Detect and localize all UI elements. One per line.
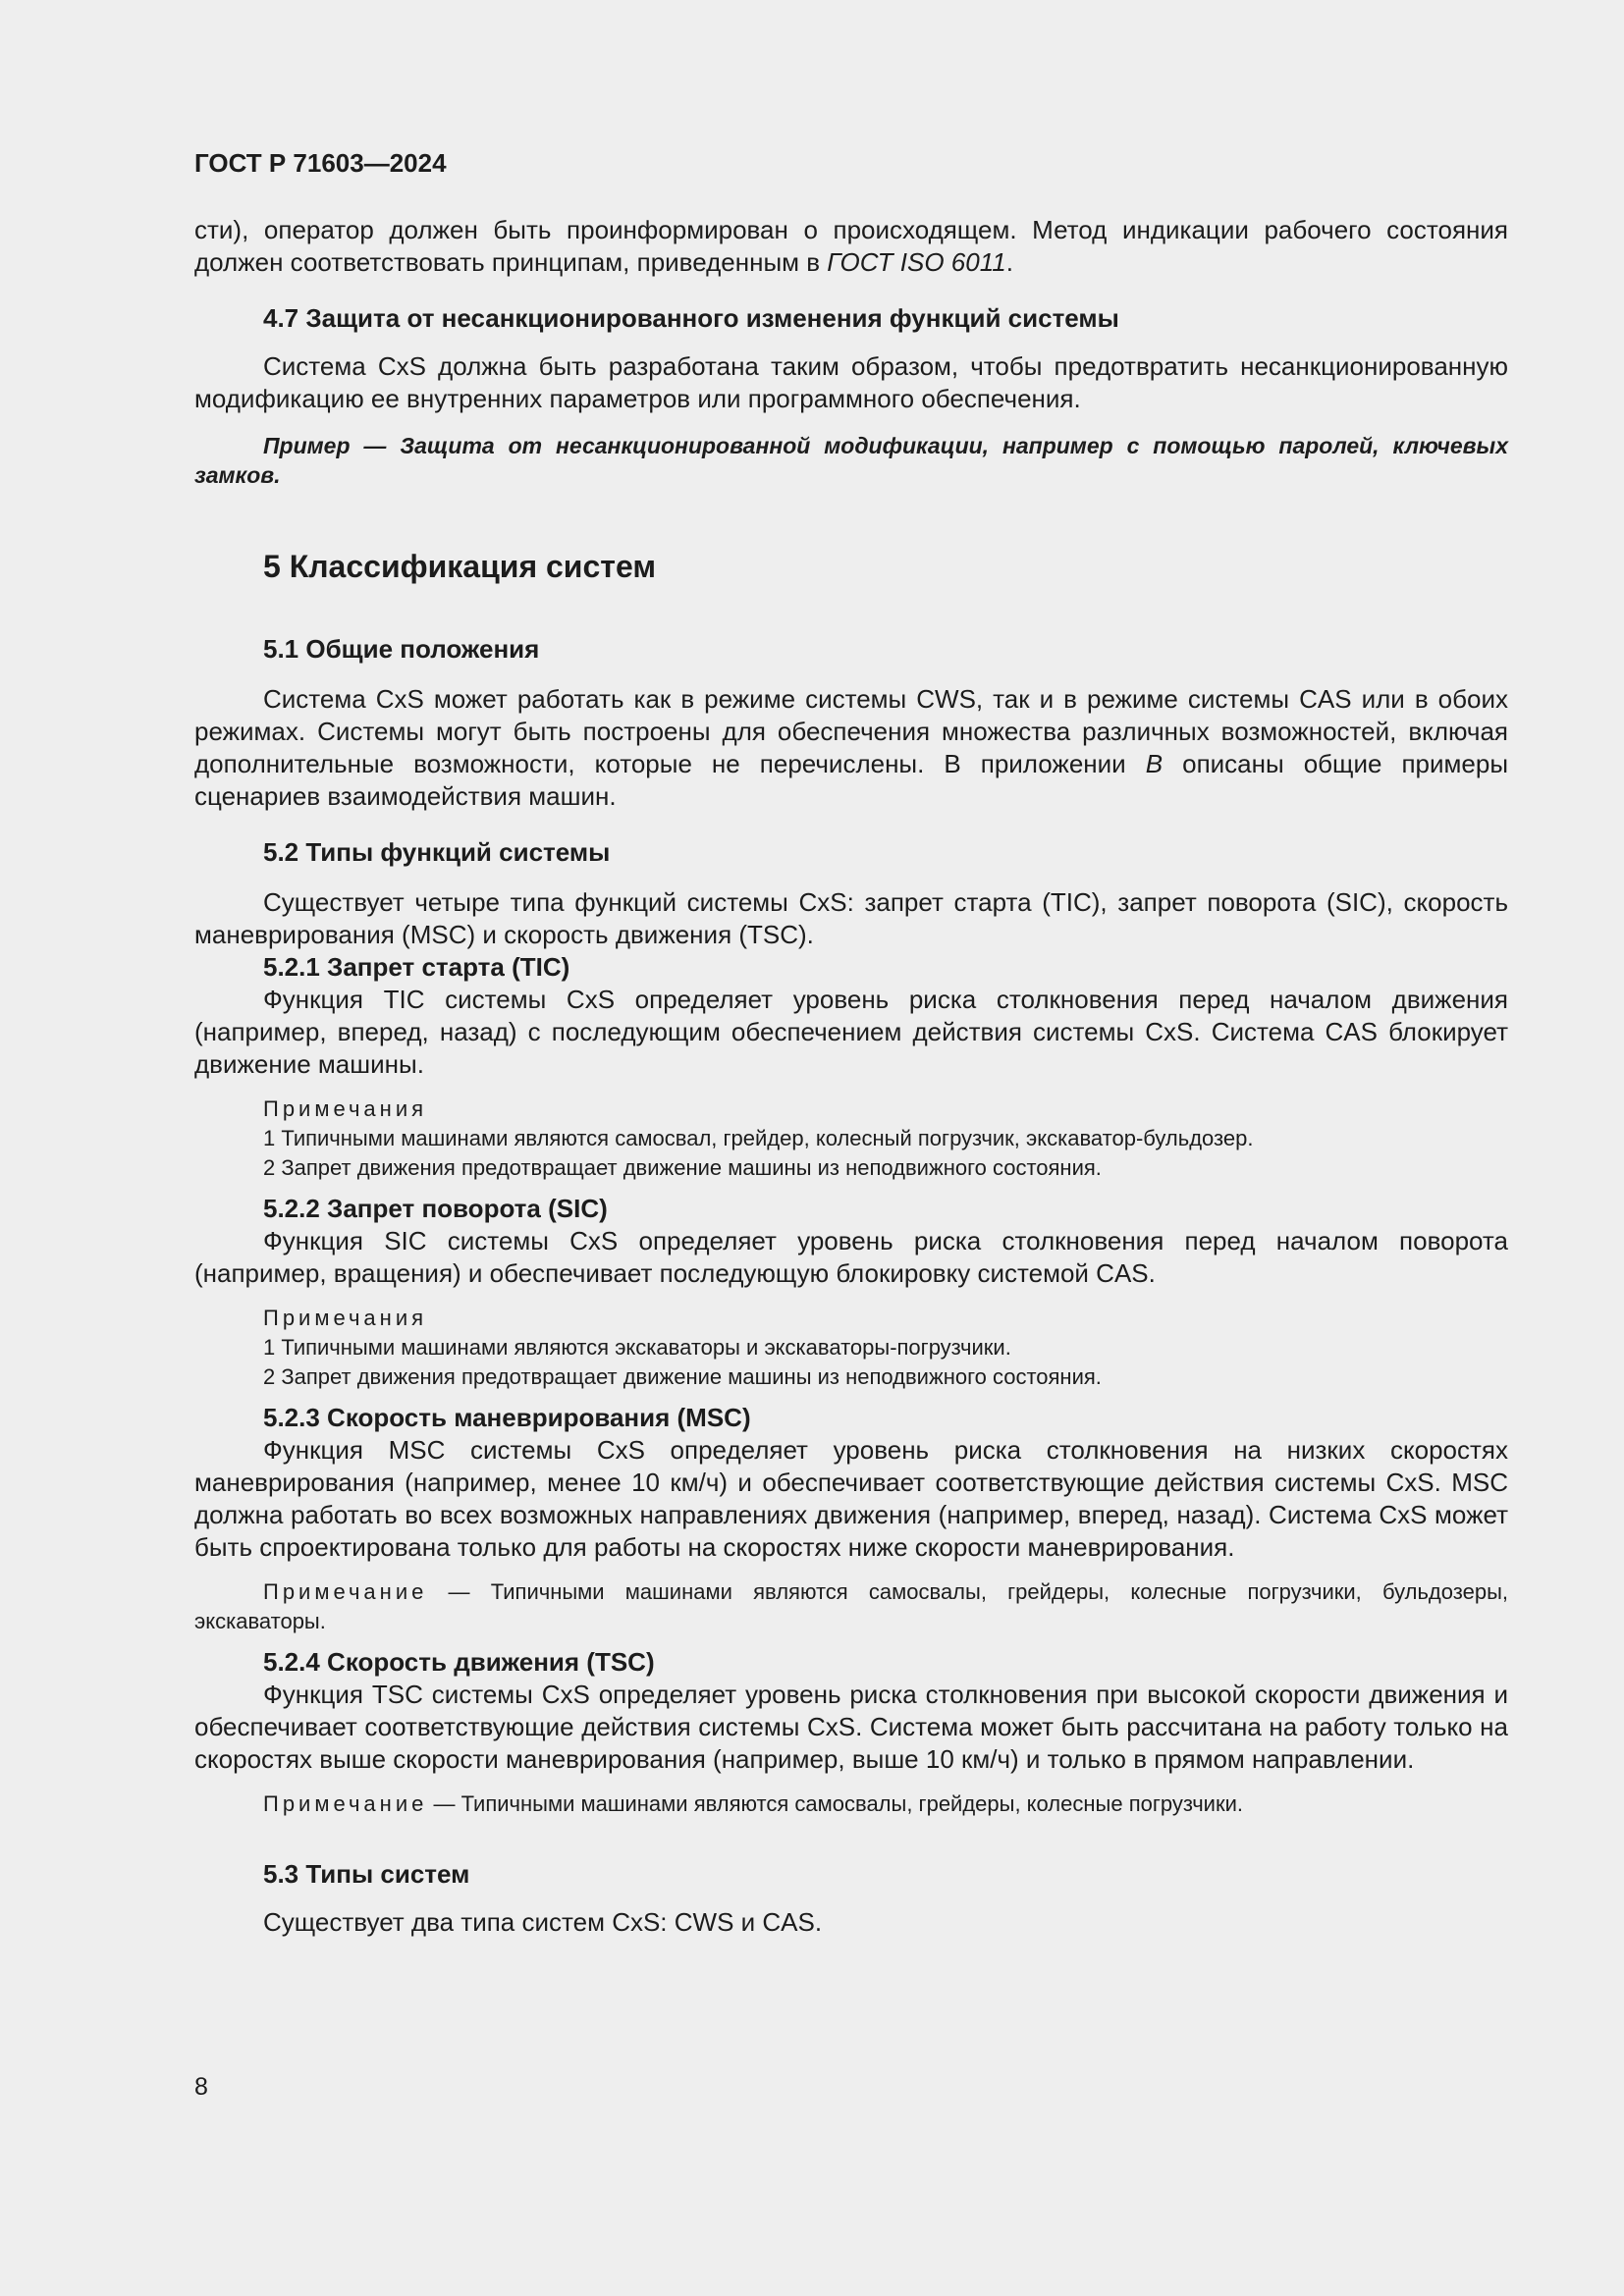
heading-4-7: 4.7 Защита от несанкционированного изменения функций системы: [263, 303, 1119, 333]
page-content: [194, 147, 1508, 1939]
note-text-5-2-4: — Типичными машинами являются самосвалы, грейдеры, колесные погрузчики.: [427, 1791, 1243, 1816]
heading-5-2-4: 5.2.4 Скорость движения (TSC): [263, 1647, 655, 1677]
notes-title-5-2-1: Примечания: [263, 1096, 428, 1121]
paragraph-5-1: [194, 683, 1508, 813]
heading-5-2: 5.2 Типы функций системы: [263, 837, 611, 867]
intro-text: сти), оператор должен быть проинформирован о происходящем. Метод индикации рабочего состояния должен соответствовать принципам, приведенным в: [194, 215, 1508, 277]
intro-end: .: [1005, 247, 1013, 277]
paragraph-4-7: Система CxS должна быть разработана таким образом, чтобы предотвратить несанкционированную модификацию ее внутренних параметров или программного обеспечения.: [194, 351, 1508, 413]
document-header: ГОСТ Р 71603—2024: [194, 148, 447, 178]
paragraph-5-1-b: описаны общие примеры сценариев взаимодействия машин.: [194, 749, 1509, 811]
heading-5-2-3: 5.2.3 Скорость маневрирования (MSC): [263, 1403, 751, 1432]
intro-paragraph: [194, 214, 1508, 279]
note-label-5-2-3: Примечание: [263, 1579, 428, 1604]
note-label-5-2-4: Примечание: [263, 1791, 428, 1816]
paragraph-5-1-a: Система CxS может работать как в режиме системы CWS, так и в режиме системы CAS или в обоих режимах. Системы могут быть построены для обеспечения множества различных возможностей, включая дополнительные возможности, которые не перечислены. В приложении: [194, 684, 1508, 778]
example-4-7: Пример — Защита от несанкционированной модификации, например с помощью паролей, ключевых замков.: [194, 433, 1508, 488]
heading-5-3: 5.3 Типы систем: [263, 1859, 470, 1889]
note-5-2-1-2: 2 Запрет движения предотвращает движение машины из неподвижного состояния.: [263, 1155, 1102, 1180]
heading-5-1: 5.1 Общие положения: [263, 634, 540, 664]
heading-5-2-1: 5.2.1 Запрет старта (TIC): [263, 952, 570, 982]
note-5-2-2-1: 1 Типичными машинами являются экскаваторы и экскаваторы-погрузчики.: [263, 1335, 1011, 1360]
note-text-5-2-3: — Типичными машинами являются самосвалы, грейдеры, колесные погрузчики, бульдозеры, экскаваторы.: [194, 1579, 1508, 1633]
heading-5-2-2: 5.2.2 Запрет поворота (SIC): [263, 1194, 608, 1223]
note-5-2-1-1: 1 Типичными машинами являются самосвал, грейдер, колесный погрузчик, экскаватор-бульдозер.: [263, 1126, 1254, 1150]
page-number: 8: [194, 2073, 208, 2101]
note-5-2-3: [194, 1577, 1508, 1636]
note-5-2-2-2: 2 Запрет движения предотвращает движение машины из неподвижного состояния.: [263, 1364, 1102, 1389]
paragraph-5-2-2: Функция SIC системы CxS определяет уровень риска столкновения перед началом поворота (например, вращения) и обеспечивает последующую блокировку системой CAS.: [194, 1226, 1508, 1288]
note-5-2-4: [194, 1789, 1508, 1819]
paragraph-5-2: Существует четыре типа функций системы CxS: запрет старта (TIC), запрет поворота (SIC), скорость маневрирования (MSC) и скорость движения (TSC).: [194, 887, 1508, 949]
intro-ref: ГОСТ ISO 6011: [827, 247, 1006, 277]
paragraph-5-1-ref: В: [1145, 749, 1164, 778]
paragraph-5-2-4: Функция TSC системы CxS определяет уровень риска столкновения при высокой скорости движения и обеспечивает соответствующие действия системы CxS. Система может быть рассчитана на работу только на скоростях выше скорости маневрирования (например, выше 10 км/ч) и только в прямом направлении.: [194, 1680, 1508, 1774]
heading-5: 5 Классификация систем: [263, 549, 656, 584]
notes-title-5-2-2: Примечания: [263, 1306, 428, 1330]
paragraph-5-2-3: Функция MSC системы CxS определяет уровень риска столкновения на низких скоростях маневрирования (например, менее 10 км/ч) и обеспечивает соответствующие действия системы CxS. MSC должна работать во всех возможных направлениях движения (например, вперед, назад). Система CxS может быть спроектирована только для работы на скоростях ниже скорости маневрирования.: [194, 1435, 1508, 1562]
paragraph-5-3: Существует два типа систем CxS: CWS и CAS.: [263, 1907, 823, 1937]
paragraph-5-2-1: Функция TIC системы CxS определяет уровень риска столкновения перед началом движения (например, вперед, назад) с последующим обеспечением действия системы CxS. Система CAS блокирует движение машины.: [194, 985, 1508, 1079]
